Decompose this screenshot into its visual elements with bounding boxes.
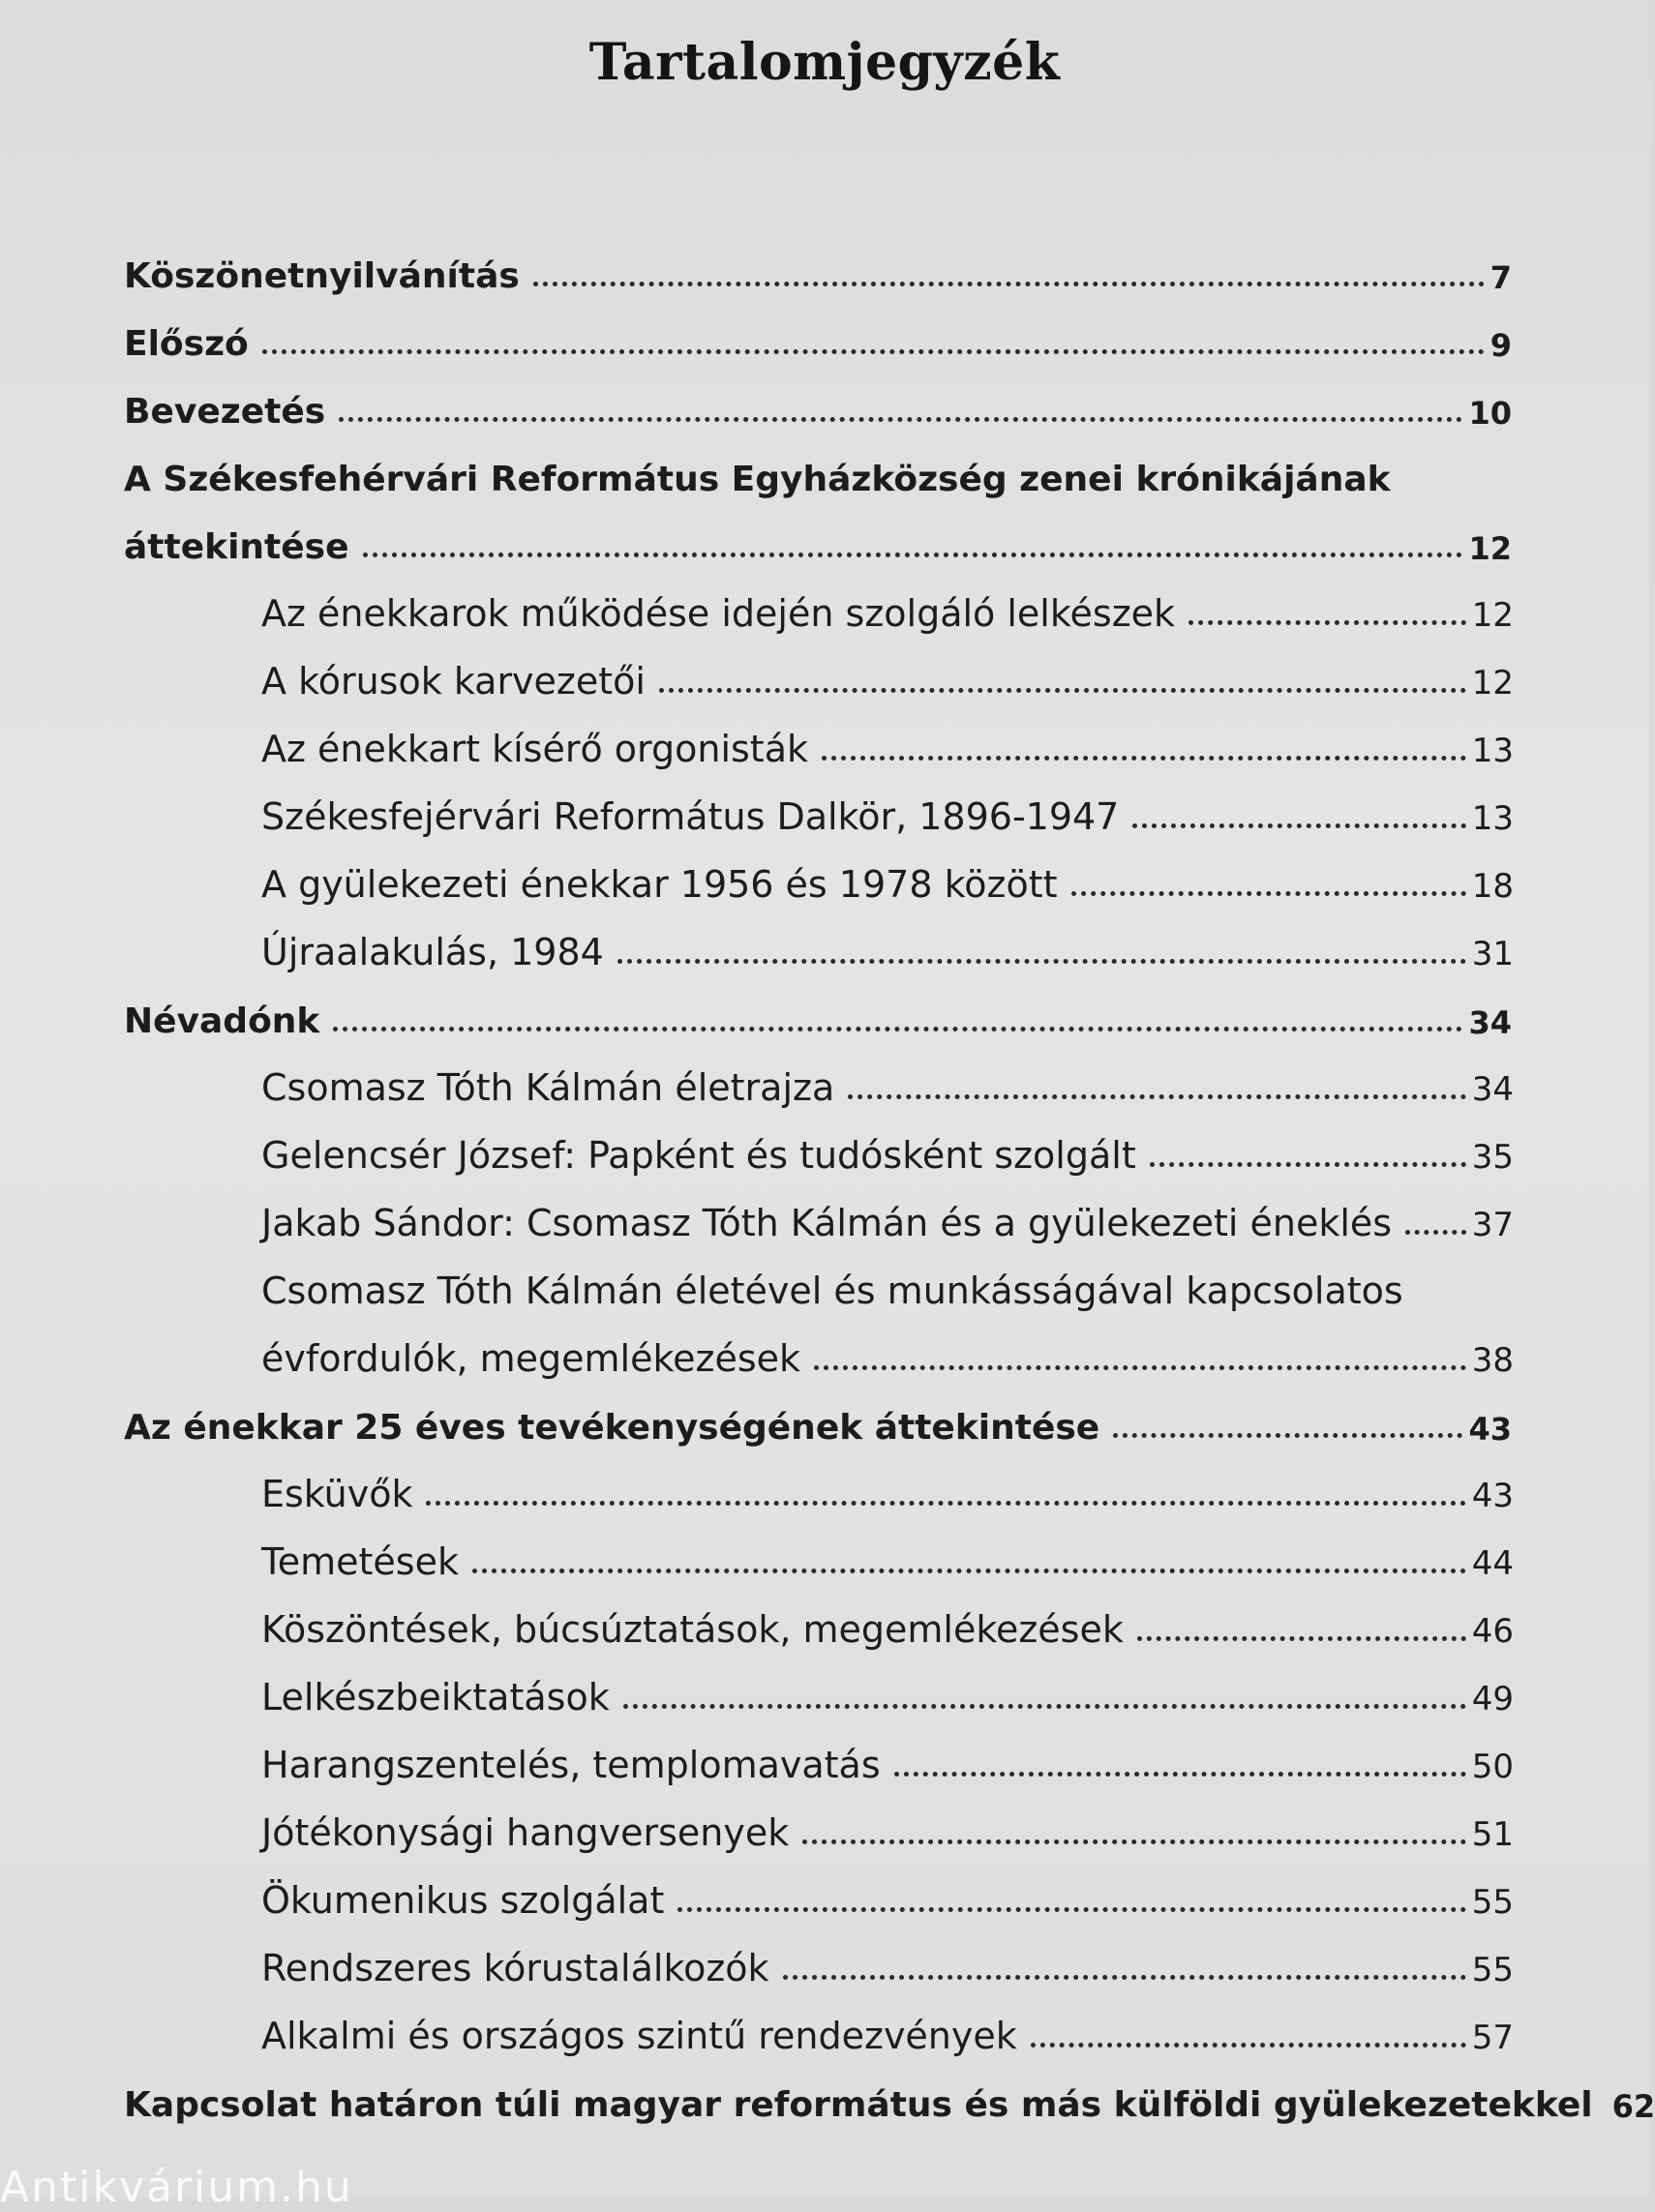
toc-entry-label: Harangszentelés, templomavatás <box>261 1744 881 1786</box>
dot-leader <box>822 756 1466 761</box>
dot-leader <box>1150 1162 1466 1167</box>
toc-entry <box>124 375 1512 443</box>
dot-leader <box>1071 891 1466 896</box>
toc-subentry <box>261 1527 1514 1595</box>
toc-entry-page: 38 <box>1471 1341 1514 1380</box>
toc-entry-page: 50 <box>1471 1748 1514 1786</box>
dot-leader <box>333 1027 1462 1031</box>
toc-entry-label: Az énekkar 25 éves tevékenységének áttekintése <box>124 1408 1100 1448</box>
toc-entry-page: 49 <box>1471 1680 1514 1719</box>
toc-entry-label: Jakab Sándor: Csomasz Tóth Kálmán és a gyülekezeti éneklés <box>261 1202 1393 1244</box>
toc-entry-label: Csomasz Tóth Kálmán életrajza <box>261 1066 835 1109</box>
toc-entry-page: 34 <box>1471 1070 1514 1109</box>
toc-entry <box>124 1391 1512 1459</box>
toc-entry-page: 13 <box>1471 732 1514 770</box>
toc-entry-page: 44 <box>1471 1544 1514 1583</box>
toc-entry-page: 9 <box>1490 327 1512 364</box>
dot-leader <box>533 282 1485 286</box>
toc-entry-label: A gyülekezeti énekkar 1956 és 1978 között <box>261 863 1058 906</box>
toc-entry-label: Rendszeres kórustalálkozók <box>261 1947 769 1989</box>
toc-entry-label: Székesfejérvári Református Dalkör, 1896-1947 <box>261 795 1120 838</box>
toc-subentry <box>261 1730 1514 1798</box>
toc-entry <box>124 511 1512 579</box>
toc-subentry <box>261 1595 1514 1662</box>
toc-entry-page: 7 <box>1490 259 1512 296</box>
toc-subentry <box>261 782 1514 850</box>
toc-entry <box>124 2069 1655 2137</box>
toc-subentry <box>261 1121 1514 1188</box>
toc-subentry <box>261 1053 1514 1121</box>
toc-entry-label: Alkalmi és országos szintű rendezvények <box>261 2015 1017 2057</box>
toc-entry-page: 46 <box>1471 1612 1514 1651</box>
toc-entry-label: Köszöntések, búcsúztatások, megemlékezések <box>261 1608 1124 1651</box>
toc-entry-page: 37 <box>1471 1206 1514 1244</box>
toc-entry-page: 35 <box>1471 1138 1514 1177</box>
toc-subentry <box>261 917 1514 985</box>
table-of-contents <box>0 240 1655 2137</box>
toc-entry-page: 34 <box>1468 1004 1512 1041</box>
toc-entry-label: Újraalakulás, 1984 <box>261 931 604 973</box>
toc-entry-first-line: Csomasz Tóth Kálmán életével és munkásságával kapcsolatos <box>261 1270 1403 1312</box>
dot-leader <box>659 688 1466 693</box>
toc-entry-page: 43 <box>1471 1477 1514 1515</box>
toc-subentry <box>261 2001 1514 2069</box>
toc-entry-page: 18 <box>1471 867 1514 906</box>
toc-entry-page: 12 <box>1471 596 1514 635</box>
toc-entry-page: 51 <box>1471 1815 1514 1854</box>
toc-entry-label: Ökumenikus szolgálat <box>261 1879 665 1922</box>
toc-subentry <box>261 1798 1514 1866</box>
dot-leader <box>894 1772 1466 1777</box>
toc-entry-page: 10 <box>1468 395 1512 432</box>
toc-entry-label: Esküvők <box>261 1473 413 1515</box>
dot-leader <box>363 553 1463 557</box>
toc-entry-label: Kapcsolat határon túli magyar református és más külföldi gyülekezetekkel <box>124 2085 1593 2125</box>
dot-leader <box>262 349 1485 354</box>
dot-leader <box>426 1501 1465 1506</box>
toc-entry-label: Az énekkart kísérő orgonisták <box>261 728 808 770</box>
toc-entry-first-line: A Székesfehérvári Református Egyházközség zenei krónikájának <box>124 460 1391 499</box>
toc-entry <box>124 985 1512 1053</box>
toc-entry-label: Jótékonysági hangversenyek <box>261 1811 790 1854</box>
dot-leader <box>1137 1636 1466 1641</box>
toc-entry-page: 12 <box>1471 664 1514 702</box>
toc-entry-page: 12 <box>1468 530 1512 567</box>
toc-subentry <box>261 714 1514 782</box>
toc-entry-label: A kórusok karvezetői <box>261 660 646 702</box>
dot-leader <box>472 1569 1466 1573</box>
toc-subentry <box>261 1188 1514 1256</box>
toc-entry-page: 55 <box>1471 1951 1514 1989</box>
toc-subentry <box>261 579 1514 646</box>
toc-subentry <box>261 1866 1514 1933</box>
dot-leader <box>1113 1433 1462 1438</box>
toc-entry-label: Gelencsér József: Papként és tudósként szolgált <box>261 1134 1136 1177</box>
dot-leader <box>617 959 1466 964</box>
toc-entry-label: Az énekkarok működése idején szolgáló lelkészek <box>261 592 1176 635</box>
toc-entry-label: áttekintése <box>124 527 349 567</box>
dot-leader <box>783 1975 1466 1980</box>
watermark: Antikvárium.hu <box>0 2163 353 2212</box>
dot-leader <box>802 1839 1465 1844</box>
toc-entry-label: évfordulók, megemlékezések <box>261 1337 801 1380</box>
toc-entry-label: Lelkészbeiktatások <box>261 1676 610 1719</box>
page-title: Tartalomjegyzék <box>588 33 1061 92</box>
dot-leader <box>1189 620 1466 625</box>
dot-leader <box>1132 823 1465 828</box>
toc-entry-label: Köszönetnyilvánítás <box>124 256 520 296</box>
dot-leader <box>814 1365 1466 1370</box>
toc-subentry <box>261 1662 1514 1730</box>
toc-entry <box>124 308 1512 375</box>
dot-leader <box>1405 1230 1466 1235</box>
toc-entry-page: 55 <box>1471 1883 1514 1922</box>
dot-leader <box>848 1094 1465 1099</box>
toc-entry-label: Előszó <box>124 324 249 364</box>
toc-subentry <box>261 1459 1514 1527</box>
toc-entry-page: 43 <box>1468 1411 1512 1448</box>
dot-leader <box>1031 2043 1466 2048</box>
dot-leader <box>677 1907 1465 1912</box>
toc-entry-page: 57 <box>1471 2018 1514 2057</box>
toc-subentry <box>261 1324 1514 1391</box>
toc-entry-label: Temetések <box>261 1540 459 1583</box>
toc-entry <box>124 240 1512 308</box>
toc-entry-page: 31 <box>1471 935 1514 973</box>
toc-subentry <box>261 646 1514 714</box>
toc-entry-label: Névadónk <box>124 1001 320 1041</box>
dot-leader <box>623 1704 1466 1709</box>
toc-subentry <box>261 1933 1514 2001</box>
toc-subentry <box>261 850 1514 917</box>
toc-entry-page: 62 <box>1611 2088 1655 2125</box>
toc-entry-label: Bevezetés <box>124 392 326 432</box>
toc-entry-page: 13 <box>1471 799 1514 838</box>
dot-leader <box>339 417 1462 422</box>
